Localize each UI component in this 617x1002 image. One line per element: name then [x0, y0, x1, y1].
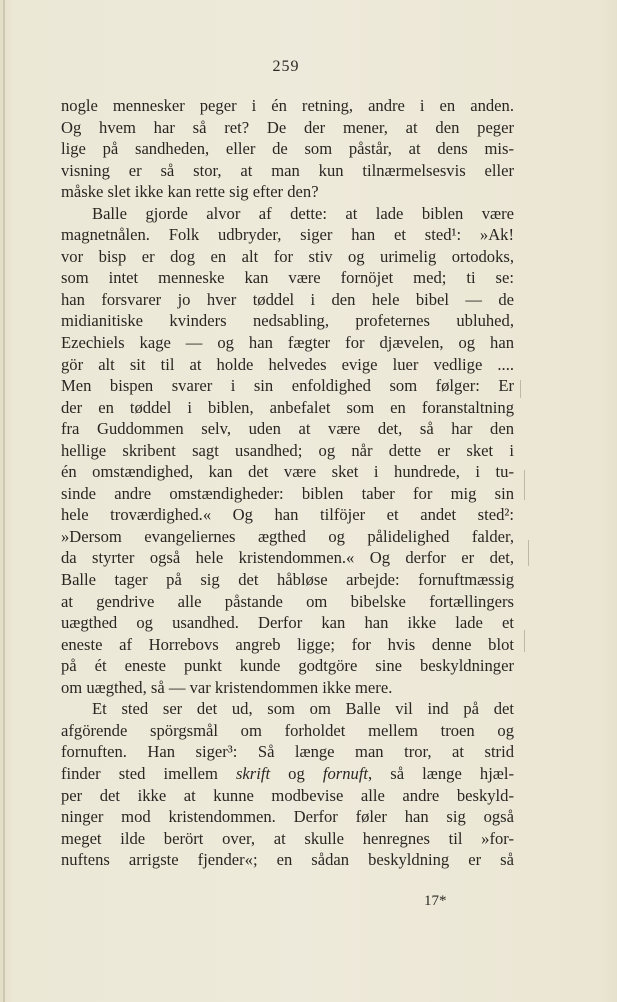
text-line: som intet menneske kan være fornöjet med; ti se:: [61, 268, 514, 288]
text-line: fornuften. Han siger³: Så længe man tror, at strid: [61, 742, 514, 762]
text-line: »Dersom evangeliernes ægthed og pålidelighed falder,: [61, 526, 514, 546]
text-line: gör alt sit til at holde helvedes evige luer vedlige ....: [61, 354, 514, 374]
text-line: Ezechiels kage — og han fægter for djævelen, og han: [61, 333, 514, 353]
text-line: én omstændighed, kan det være sket i hundrede, i tu-: [61, 462, 514, 482]
text-line: vor bisp er dog en alt for stiv og urimelig ortodoks,: [61, 246, 514, 266]
margin-mark: [524, 630, 525, 652]
margin-mark: [520, 380, 521, 398]
text-line: Og hvem har så ret? De der mener, at den peger: [61, 117, 514, 137]
text-line: hellige skribent sagt usandhed; og når dette er sket i: [61, 440, 514, 460]
text-line: han forsvarer jo hver tøddel i den hele bibel — de: [61, 289, 514, 309]
text-line: per det ikke at kunne modbevise alle andre beskyld-: [61, 785, 514, 805]
page-number: 259: [272, 58, 300, 75]
text-line: måske slet ikke kan rette sig efter den?: [61, 182, 319, 202]
text-line: Men bispen svarer i sin enfoldighed som følger: Er: [61, 376, 514, 396]
text-line: om uægthed, så — var kristendommen ikke mere.: [61, 677, 393, 697]
margin-mark: [524, 470, 525, 500]
text-line: sinde andre omstændigheder: biblen taber for mig sin: [61, 483, 514, 503]
page-binding-edge: [3, 0, 5, 1002]
text-line: lige på sandheden, eller de som påstår, at dens mis-: [61, 139, 514, 159]
text-line: fra Guddommen selv, uden at være det, så har den: [61, 419, 514, 439]
text-line: Balle tager på sig det håbløse arbejde: fornuftmæssig: [61, 570, 514, 590]
text-line: da styrter også hele kristendommen.« Og derfor er det,: [61, 548, 514, 568]
text-line: at gendrive alle påstande om bibelske fortællingers: [61, 591, 514, 611]
text-line: nogle mennesker peger i én retning, andre i en anden.: [61, 96, 514, 115]
text-line: Balle gjorde alvor af dette: at lade biblen være: [92, 203, 514, 223]
body-text: [61, 95, 514, 871]
text-line: uægthed og usandhed. Derfor kan han ikke lade et: [61, 613, 514, 633]
text-line: Et sted ser det ud, som om Balle vil ind på det: [92, 699, 514, 719]
text-line: eneste af Horrebovs angreb ligge; for hvis denne blot: [61, 634, 514, 654]
text-line: visning er så stor, at man kun tilnærmelsesvis eller: [61, 160, 514, 180]
text-line: finder sted imellem skrift og fornuft, så længe hjæl-: [61, 763, 515, 783]
text-line: ninger mod kristendommen. Derfor føler han sig også: [61, 807, 514, 827]
margin-mark: [528, 540, 529, 566]
text-line: meget ilde berört over, at skulle henregnes til »for-: [61, 828, 514, 848]
text-line: på ét eneste punkt kunde godtgöre sine beskyldninger: [61, 656, 514, 676]
signature-mark: 17*: [424, 893, 447, 909]
text-line: magnetnålen. Folk udbryder, siger han et sted¹: »Ak!: [61, 225, 514, 245]
text-line: der en tøddel i biblen, anbefalet som en foranstaltning: [61, 397, 514, 417]
text-line: nuftens arrigste fjender«; en sådan beskyldning er så: [61, 850, 514, 870]
text-line: hele troværdighed.« Og han tilföjer et andet sted²:: [61, 505, 514, 525]
text-line: midianitiske kvinders nedsabling, profeternes ubluhed,: [61, 311, 514, 331]
text-line: afgörende spörgsmål om forholdet mellem troen og: [61, 720, 514, 740]
